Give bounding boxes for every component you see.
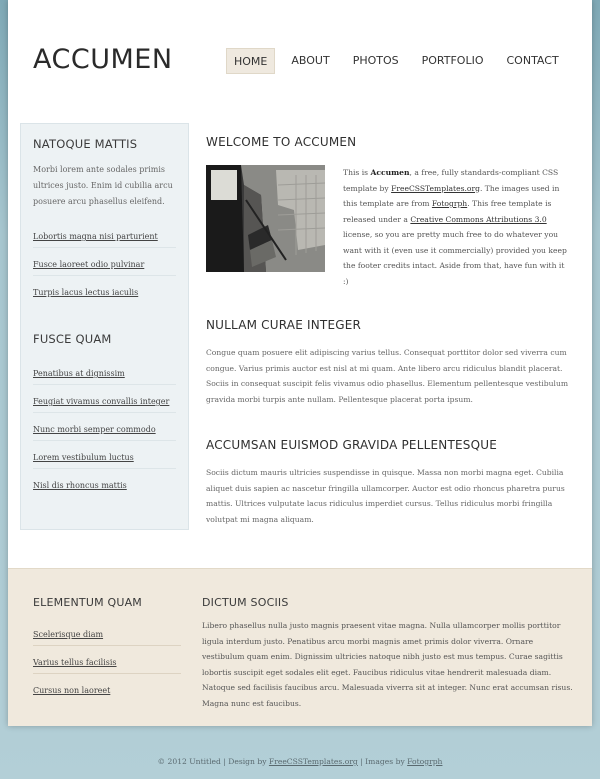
- list-item: [33, 385, 176, 413]
- copyright-images-link[interactable]: Fotogrph: [407, 757, 443, 766]
- footer-link[interactable]: Varius tellus facilisis: [33, 658, 117, 667]
- sidebar-link[interactable]: Nisl dis rhoncus mattis: [33, 481, 127, 490]
- footer-left: [33, 596, 181, 702]
- stairwell-image-icon: [206, 165, 325, 272]
- sidebar-link[interactable]: Turpis lacus lectus iaculis: [33, 288, 139, 297]
- footer-links: [33, 618, 181, 702]
- sidebar: [20, 123, 189, 530]
- list-item: [33, 646, 181, 674]
- footer-link[interactable]: Scelerisque diam: [33, 630, 104, 639]
- sidebar-title-2: FUSCE QUAM: [33, 332, 112, 346]
- copyright-text: | Images by: [357, 757, 408, 766]
- sidebar-link[interactable]: Nunc morbi semper commodo: [33, 425, 156, 434]
- list-item: [33, 674, 181, 702]
- list-item: [33, 220, 176, 248]
- intro-text-part: license, so you are pretty much free to do whatever you want with it (even use it commercially) provided you keep the footer credits intact. Aside from that, have fun with it :): [343, 230, 567, 286]
- sidebar-link[interactable]: Lobortis magna nisi parturient: [33, 232, 158, 241]
- sidebar-links-2: [33, 357, 176, 497]
- section-title-accumsan: ACCUMSAN EUISMOD GRAVIDA PELLENTESQUE: [206, 438, 497, 452]
- footer-text: Libero phasellus nulla justo magnis praesent vitae magna. Nulla ullamcorper mollis porttitor ligula interdum justo. Penatibus arcu morbi magnis amet primis dolor viverra. Ornare vestibulum quam enim. Dignissim ultricies natoque nibh justo est mus tempus. Curae sagittis lobortis suscipit eget sodales elit eget. Faucibus ridiculus vitae hendrerit malesuada diam. Natoque sed facilisis faucibus arcu. Malesuada viverra sit at integer. Nunc erat accumsan risus. Magna nunc est faucibus.: [202, 621, 573, 708]
- intro-text-part: , a free, fully standards-compliant CSS template by: [343, 168, 559, 193]
- sidebar-link[interactable]: Lorem vestibulum luctus: [33, 453, 134, 462]
- site-logo[interactable]: ACCUMEN: [33, 44, 173, 75]
- intro-text-part: . The images used in this template are from: [343, 183, 560, 208]
- copyright-text: © 2012 Untitled | Design by: [157, 757, 269, 766]
- section-title-nullam: NULLAM CURAE INTEGER: [206, 318, 362, 332]
- menu-about[interactable]: ABOUT: [291, 54, 330, 67]
- menu-portfolio[interactable]: PORTFOLIO: [421, 54, 484, 67]
- list-item: [33, 618, 181, 646]
- welcome-title: WELCOME TO ACCUMEN: [206, 135, 357, 149]
- sidebar-link[interactable]: Penatibus at dignissim: [33, 369, 125, 378]
- list-item: [33, 276, 176, 304]
- sidebar-link[interactable]: Feugiat vivamus convallis integer: [33, 397, 170, 406]
- freecsstemplates-link[interactable]: FreeCSSTemplates.org: [391, 183, 480, 193]
- intro-text-part: This is: [343, 168, 371, 177]
- menu-photos[interactable]: PHOTOS: [352, 54, 399, 67]
- footer-left-title: ELEMENTUM QUAM: [33, 596, 142, 609]
- footer: [8, 568, 592, 726]
- page-wrapper: [8, 0, 592, 726]
- sidebar-link[interactable]: Fusce laoreet odio pulvinar: [33, 260, 145, 269]
- section-text-accumsan: Sociis dictum mauris ultricies suspendisse in quisque. Massa non morbi magna eget. Cubilia aliquet duis sapien ac nascetur fringilla ullamcorper. Auctor est odio rhoncus pharetra purus mattis. Ultrices vulputate lacus ridiculus imperdiet cursus. Tellus ridiculus morbi fringilla volutpat mi magna aliquam.: [206, 468, 565, 524]
- stairwell-photo: [206, 165, 325, 272]
- footer-link[interactable]: Cursus non laoreet: [33, 686, 111, 695]
- list-item: [33, 413, 176, 441]
- main-content: [206, 135, 571, 527]
- sidebar-title-1: NATOQUE MATTIS: [33, 137, 138, 151]
- copyright: [0, 757, 600, 766]
- footer-right: [202, 596, 574, 711]
- sidebar-block-2: [33, 332, 176, 497]
- copyright-design-link[interactable]: FreeCSSTemplates.org: [268, 757, 358, 766]
- sidebar-links-1: [33, 220, 176, 304]
- main-menu: [226, 48, 575, 74]
- sidebar-text: Morbi lorem ante sodales primis ultrices justo. Enim id cubilia arcu posuere arcu phasellus eleifend.: [33, 165, 173, 206]
- menu-contact[interactable]: CONTACT: [506, 54, 559, 67]
- intro-text-part: . This free template is released under a: [343, 199, 552, 224]
- list-item: [33, 441, 176, 469]
- license-link[interactable]: Creative Commons Attributions 3.0: [410, 214, 547, 224]
- menu-home[interactable]: HOME: [226, 48, 275, 74]
- footer-right-title: DICTUM SOCIIS: [202, 596, 289, 609]
- intro-text: [343, 165, 571, 289]
- section-text-nullam: Congue quam posuere elit adipiscing varius tellus. Consequat porttitor dolor sed viverra cum congue. Varius primis auctor est nisl at mi quam. Ante libero arcu ridiculus blandit placerat. Sociis in consequat suscipit felis vivamus odio phasellus. Elementum pellentesque vestibulum gravida morbi turpis ante nullam. Pellentesque placerat porta ipsum.: [206, 348, 569, 404]
- fotogrph-link[interactable]: Fotogrph: [431, 199, 468, 208]
- list-item: [33, 469, 176, 497]
- site-name: Accumen: [370, 168, 410, 177]
- intro-section: [206, 165, 571, 289]
- list-item: [33, 357, 176, 385]
- list-item: [33, 248, 176, 276]
